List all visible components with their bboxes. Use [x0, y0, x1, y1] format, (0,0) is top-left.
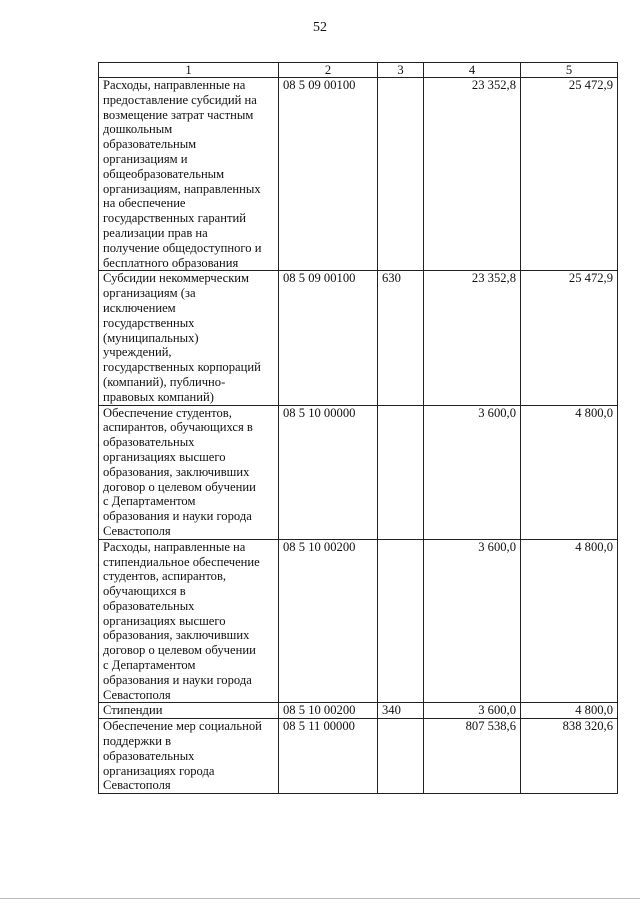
header-cell-2: 2 — [279, 63, 378, 78]
expense-name-line: образования и науки города — [103, 509, 252, 524]
expense-type-cell: 340 — [378, 703, 424, 719]
expense-name-line: организациях высшего — [103, 449, 226, 464]
budget-code-cell: 08 5 10 00200 — [279, 703, 378, 719]
expense-name-line: Севастополя — [103, 778, 171, 793]
amount-year1-cell: 3 600,0 — [424, 405, 521, 539]
expense-name-line: возмещение затрат частным — [103, 107, 254, 122]
expense-name-line: Севастополя — [103, 687, 171, 702]
expense-name-line: стипендиальное обеспечение — [103, 554, 260, 569]
expense-name-line: Обеспечение мер социальной — [103, 719, 262, 734]
expense-name-line: образования, заключивших — [103, 464, 250, 479]
expense-name-line: Стипендии — [103, 703, 163, 718]
expense-name-line: с Департаментом — [103, 658, 196, 673]
amount-year1-cell: 23 352,8 — [424, 271, 521, 405]
expense-type-cell — [378, 405, 424, 539]
expense-name-line: реализации прав на — [103, 225, 208, 240]
table-row — [99, 78, 618, 271]
expense-name-line: обучающихся в — [103, 584, 186, 599]
expense-name-line: дошкольным — [103, 122, 173, 137]
expense-name-line: государственных корпораций — [103, 360, 261, 375]
budget-code-cell: 08 5 10 00200 — [279, 539, 378, 703]
expense-name-line: договор о целевом обучении — [103, 479, 256, 494]
expense-name-line: образовательных — [103, 598, 195, 613]
amount-year2-cell: 4 800,0 — [521, 539, 618, 703]
expense-name-line: государственных — [103, 315, 195, 330]
budget-code-cell: 08 5 09 00100 — [279, 78, 378, 271]
amount-year1-cell: 3 600,0 — [424, 539, 521, 703]
expense-name-line: государственных гарантий — [103, 211, 246, 226]
expense-name-line: бесплатного образования — [103, 255, 239, 270]
expense-name-cell — [99, 539, 279, 703]
expense-name-line: Севастополя — [103, 523, 171, 538]
expense-name-line: предоставление субсидий на — [103, 92, 257, 107]
expense-name-line: на обеспечение — [103, 196, 186, 211]
expense-name-line: образования, заключивших — [103, 628, 250, 643]
expense-type-cell — [378, 539, 424, 703]
header-cell-3: 3 — [378, 63, 424, 78]
expense-name-line: Субсидии некоммерческим — [103, 271, 250, 286]
amount-year2-cell: 25 472,9 — [521, 78, 618, 271]
expense-name-line: учреждений, — [103, 345, 172, 360]
expense-name-line: организациях города — [103, 763, 215, 778]
budget-code-cell: 08 5 09 00100 — [279, 271, 378, 405]
amount-year2-cell: 838 320,6 — [521, 719, 618, 794]
expense-name-line: аспирантов, обучающихся в — [103, 420, 253, 435]
expense-name-line: организациям (за — [103, 286, 196, 301]
table-row — [99, 719, 618, 794]
expense-name-line: общеобразовательным — [103, 166, 225, 181]
expense-name-line: Расходы, направленные на — [103, 539, 246, 554]
expense-name-cell — [99, 405, 279, 539]
expense-type-cell — [378, 719, 424, 794]
header-cell-4: 4 — [424, 63, 521, 78]
budget-code-cell: 08 5 11 00000 — [279, 719, 378, 794]
amount-year1-cell: 807 538,6 — [424, 719, 521, 794]
expense-name-line: (компаний), публично- — [103, 374, 226, 389]
expense-name-line: Обеспечение студентов, — [103, 405, 232, 420]
expense-name-line: (муниципальных) — [103, 330, 199, 345]
budget-code-cell: 08 5 10 00000 — [279, 405, 378, 539]
amount-year2-cell: 4 800,0 — [521, 703, 618, 719]
page-number: 52 — [313, 20, 327, 35]
amount-year2-cell: 4 800,0 — [521, 405, 618, 539]
amount-year1-cell: 3 600,0 — [424, 703, 521, 719]
expense-name-cell — [99, 703, 279, 719]
expense-name-line: исключением — [103, 300, 176, 315]
expense-name-line: образования и науки города — [103, 672, 252, 687]
expense-name-line: Расходы, направленные на — [103, 78, 246, 92]
expense-name-line: правовых компаний) — [103, 389, 214, 404]
expense-name-line: получение общедоступного и — [103, 240, 262, 255]
expense-name-cell — [99, 78, 279, 271]
expense-name-line: образовательных — [103, 748, 195, 763]
expense-name-line: договор о целевом обучении — [103, 643, 256, 658]
expense-name-cell — [99, 271, 279, 405]
expense-name-line: организациях высшего — [103, 613, 226, 628]
expense-name-line: поддержки в — [103, 734, 172, 749]
table-row — [99, 703, 618, 719]
scan-edge-line — [0, 898, 640, 899]
expense-type-cell: 630 — [378, 271, 424, 405]
expense-type-cell — [378, 78, 424, 271]
header-cell-1: 1 — [99, 63, 279, 78]
amount-year2-cell: 25 472,9 — [521, 271, 618, 405]
expense-name-cell — [99, 719, 279, 794]
header-cell-5: 5 — [521, 63, 618, 78]
expense-name-line: с Департаментом — [103, 494, 196, 509]
expense-name-line: студентов, аспирантов, — [103, 569, 227, 584]
expense-name-line: организациям и — [103, 151, 188, 166]
expense-name-line: организациям, направленных — [103, 181, 261, 196]
table-row — [99, 405, 618, 539]
table-row — [99, 271, 618, 405]
amount-year1-cell: 23 352,8 — [424, 78, 521, 271]
expense-name-line: образовательным — [103, 137, 197, 152]
table-row — [99, 539, 618, 703]
table-header-row — [99, 63, 618, 78]
expense-name-line: образовательных — [103, 435, 195, 450]
budget-table — [98, 62, 618, 794]
